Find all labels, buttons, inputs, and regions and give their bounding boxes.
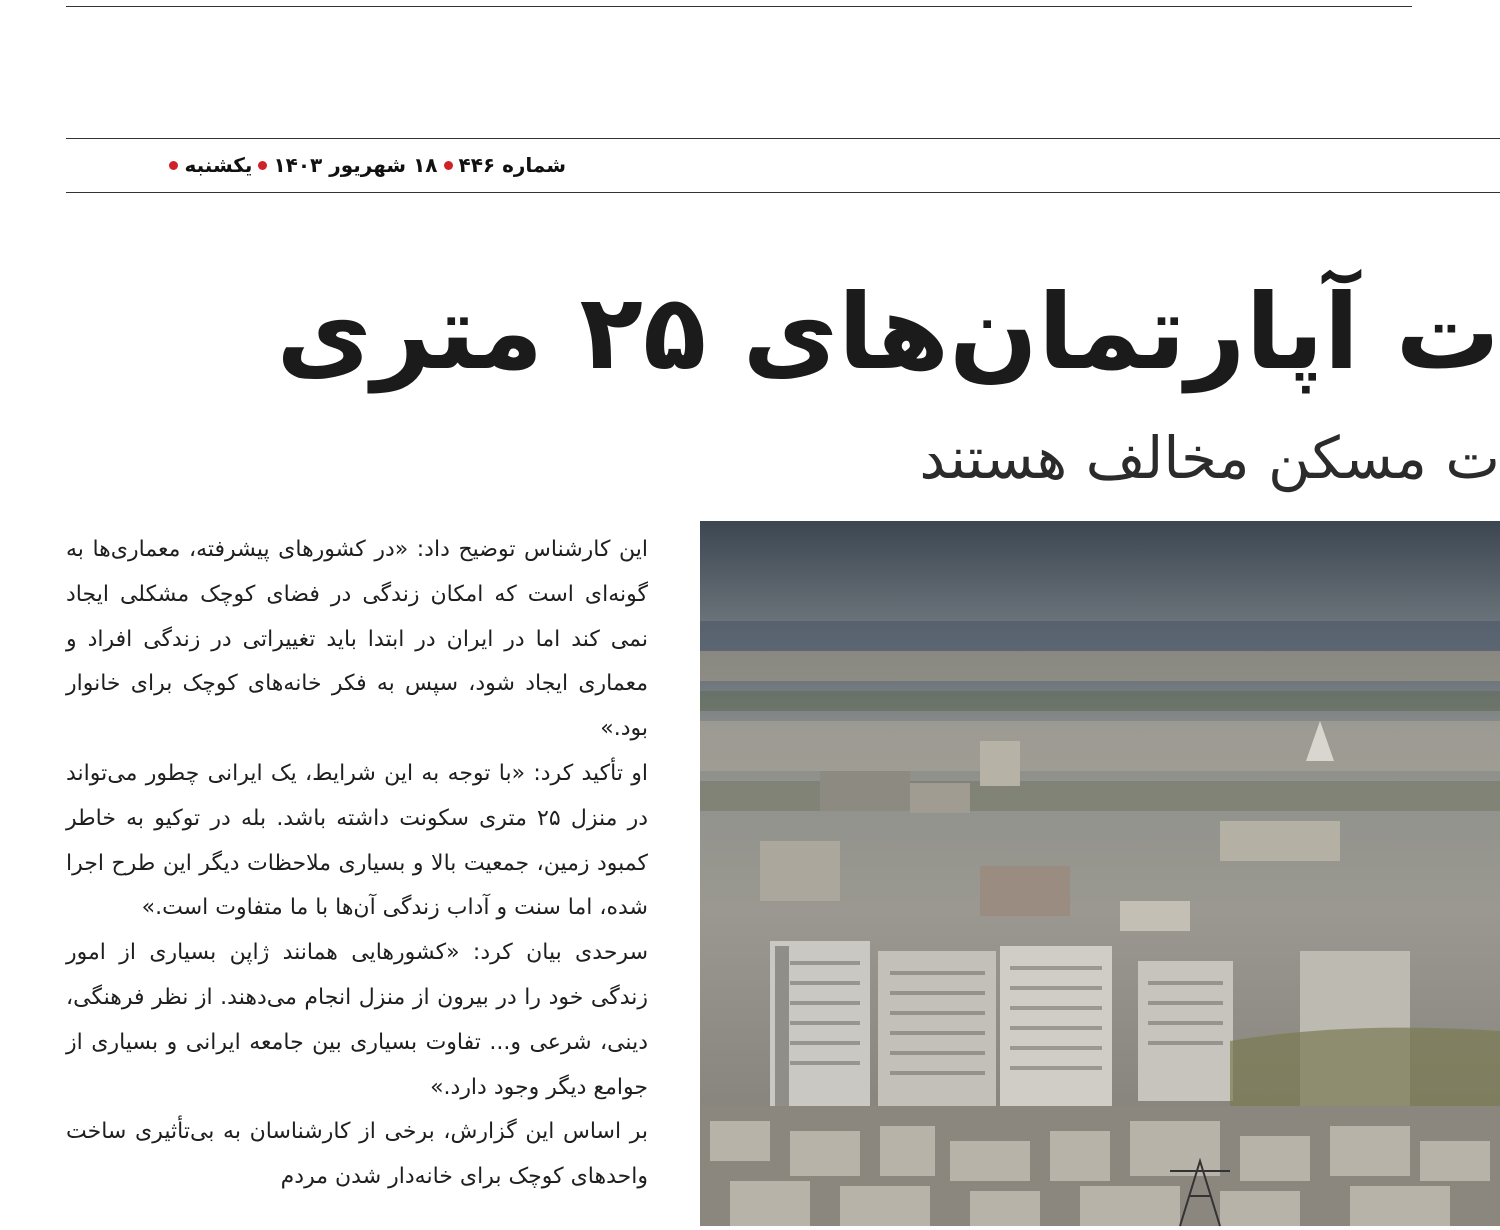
subheadline: ت مسکن مخالف هستند	[919, 424, 1500, 492]
city-skyline-image	[700, 521, 1500, 1226]
top-rule	[66, 6, 1412, 7]
header-rule-bottom	[66, 192, 1500, 193]
dateline	[66, 148, 566, 182]
city-photo	[700, 521, 1500, 1226]
date-label: ۱۸ شهریور ۱۴۰۳	[273, 153, 438, 177]
header-rule-top	[66, 138, 1500, 139]
paragraph: سرحدی بیان کرد: «کشورهایی همانند ژاپن بسیاری از امور زندگی خود را در بیرون از منزل انجام می‌دهند. از نظر فرهنگی، دینی، شرعی و... تفاوت بسیاری بین جامعه ایرانی و بسیاری از جوامع دیگر وجود دارد.»	[66, 940, 648, 1100]
article-body	[66, 528, 648, 1226]
bullet-icon	[444, 161, 453, 170]
bullet-icon	[169, 161, 178, 170]
paragraph: او تأکید کرد: «با توجه به این شرایط، یک ایرانی چطور می‌تواند در منزل ۲۵ متری سکونت داشته باشد. بله در توکیو به خاطر کمبود زمین، جمعیت بالا و بسیاری ملاحظات دیگر این طرح اجرا شده، اما سنت و آداب زندگی آن‌ها با ما متفاوت است.»	[66, 760, 648, 921]
day-label: یکشنبه	[184, 153, 253, 177]
headline: ت آپارتمان‌های ۲۵ متری	[276, 271, 1500, 393]
issue-label: شماره ۴۴۶	[458, 153, 566, 177]
bullet-icon	[258, 161, 267, 170]
paragraph: این کارشناس توضیح داد: «در کشورهای پیشرفته، معماری‌ها به گونه‌ای است که امکان زندگی در فضای کوچک مشکلی ایجاد نمی کند اما در ایران در ابتدا باید تغییراتی در زندگی افراد و معماری ایجاد شود، سپس به فکر خانه‌های کوچک برای خانوار بود.»	[66, 537, 648, 742]
paragraph: بر اساس این گزارش، برخی از کارشناسان به بی‌تأثیری ساخت واحدهای کوچک برای خانه‌دار شدن مردم	[66, 1119, 648, 1190]
